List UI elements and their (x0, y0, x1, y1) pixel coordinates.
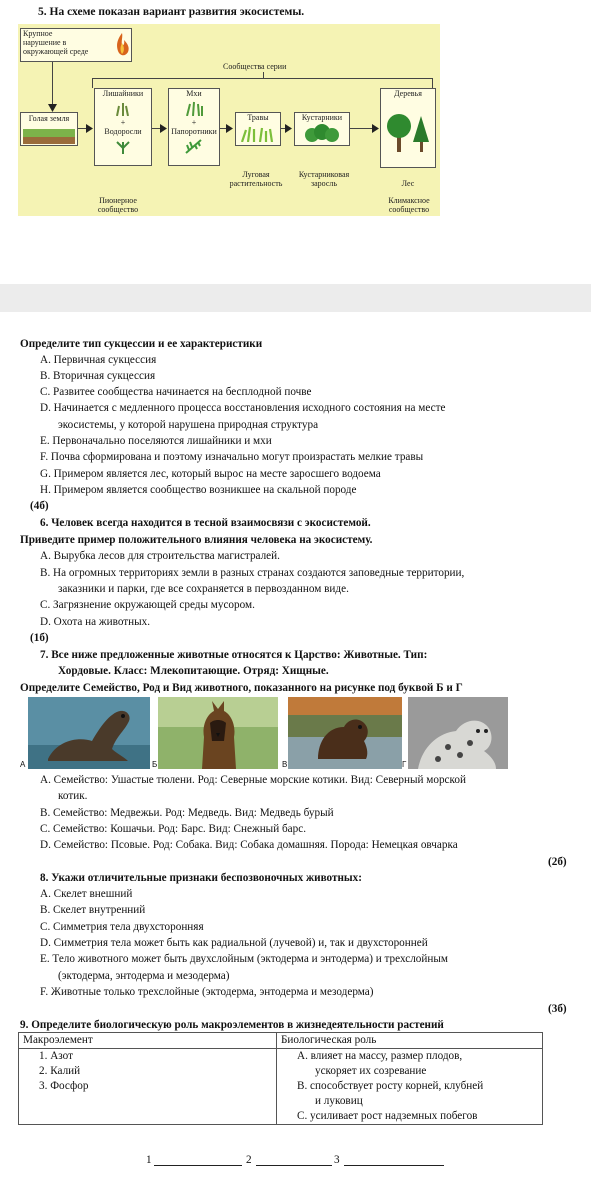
climax-caption (378, 196, 440, 214)
succession-option-c: C. Развитее сообщества начинается на бесплодной почве (40, 386, 312, 398)
succession-option-d-cont: экосистемы, у которой нарушена природная структура (58, 419, 319, 431)
succession-option-d: D. Начинается с медленного процесса восстановления исходного состояния на месте (40, 402, 446, 414)
bare-land-box (20, 112, 78, 146)
snow-leopard-image (408, 697, 508, 769)
photo-label-a: А (20, 760, 26, 769)
series-bracket-left (92, 78, 93, 88)
q6-option-a: A. Вырубка лесов для строительства магистралей. (40, 550, 280, 562)
q9-elements-cell (19, 1049, 277, 1125)
q6-score: (1б) (30, 632, 49, 644)
answer-blanks (146, 1152, 446, 1168)
meadow-line2: растительность (229, 179, 283, 188)
disturbance-box (20, 28, 132, 62)
disturbance-line2: нарушение в (23, 38, 67, 47)
plus-1: + (120, 118, 126, 127)
q9-table (18, 1032, 543, 1125)
succession-option-f: F. Почва сформирована и поэтому изначально могут произрастать мелкие травы (40, 451, 424, 463)
moss-icon (184, 100, 204, 116)
q9-role-c: C. усиливает рост надземных побегов (297, 1110, 478, 1122)
shrubs-label: Кустарники (301, 113, 343, 122)
q9-role-b: B. способствует росту корней, клубней (297, 1080, 484, 1092)
german-shepherd-image (158, 697, 278, 769)
q6-option-c: C. Загрязнение окружающей среды мусором. (40, 599, 255, 611)
q6-title: 6. Человек всегда находится в тесной взаимосвязи с экосистемой. (40, 517, 371, 529)
bare-land-label: Голая земля (28, 114, 70, 123)
disturbance-line3: окружающей среде (23, 47, 89, 56)
top-sheet (0, 0, 591, 284)
trees-box (380, 88, 436, 168)
q7-score: (2б) (548, 856, 567, 868)
answer-number-1: 1 (146, 1154, 152, 1166)
shrubs-box (294, 112, 350, 146)
q9-col-macroelement: Макроэлемент (19, 1033, 277, 1049)
tree-icon (383, 102, 433, 154)
answer-field-1[interactable] (154, 1165, 242, 1166)
arrow-right-icon (372, 124, 379, 133)
series-bracket (92, 78, 432, 79)
photo-snow-leopard (408, 697, 508, 769)
q7-option-a: A. Семейство: Ушастые тюлени. Род: Северные морские котики. Вид: Северный морской (40, 774, 466, 786)
succession-option-b: B. Вторичная сукцессия (40, 370, 156, 382)
answer-field-3[interactable] (344, 1165, 444, 1166)
succession-option-h: H. Примером является сообщество возникшее на скальной породе (40, 484, 357, 496)
q8-option-a: A. Скелет внешний (40, 888, 133, 900)
q8-option-d: D. Симметрия тела может быть как радиальной (лучевой) и, так и двухсторонней (40, 937, 428, 949)
arrow-right-icon (226, 124, 233, 133)
pioneer-line1: Пионерное (99, 196, 137, 205)
series-bracket-right (432, 78, 433, 88)
q7-option-d: D. Семейство: Псовые. Род: Собака. Вид: Собака домашняя. Порода: Немецкая овчарка (40, 839, 458, 851)
arrow-down-icon (48, 104, 57, 112)
q9-title: 9. Определите биологическую роль макроэлементов в жизнедеятельности растений (20, 1019, 444, 1031)
thicket-caption (290, 170, 358, 188)
photo-label-g: Г (402, 760, 407, 769)
answer-field-2[interactable] (256, 1165, 332, 1166)
grass-icon (240, 124, 276, 142)
photo-sea-lion (28, 697, 150, 769)
q7-title-line2: Хордовые. Класс: Млекопитающие. Отряд: Хищные. (58, 665, 329, 677)
q7-option-a-cont: котик. (58, 790, 88, 802)
q8-option-b: B. Скелет внутренний (40, 904, 146, 916)
succession-option-g: G. Примером является лес, который вырос на месте заросшего водоема (40, 468, 381, 480)
q6-option-b: B. На огромных территориях земли в разных странах создаются заповедные территории, (40, 567, 465, 579)
algae-icon (113, 138, 133, 154)
q6-option-b-cont: заказники и парки, где все сохраняется в первозданном виде. (58, 583, 349, 595)
q8-option-c: C. Симметрия тела двухсторонняя (40, 921, 204, 933)
q9-roles-cell (277, 1049, 543, 1125)
q5-title: 5. На схеме показан вариант развития экосистемы. (38, 6, 305, 18)
q8-option-e-cont: (эктодерма, энтодерма и мезодерма) (58, 970, 230, 982)
meadow-caption (216, 170, 296, 188)
sea-lion-image (28, 697, 150, 769)
mosses-label: Мхи (186, 89, 202, 98)
series-label: Сообщества серии (223, 62, 287, 71)
succession-question: Определите тип сукцессии и ее характеристики (20, 338, 263, 350)
mosses-ferns-box (168, 88, 220, 166)
q7-option-b: B. Семейство: Медвежьи. Род: Медведь. Вид: Медведь бурый (40, 807, 334, 819)
photo-brown-bear (288, 697, 402, 769)
q9-element-1: 1. Азот (39, 1050, 73, 1062)
ecosystem-diagram (18, 24, 440, 216)
q6-option-d: D. Охота на животных. (40, 616, 151, 628)
photo-german-shepherd (158, 697, 278, 769)
arrow-right-icon (285, 124, 292, 133)
disturbance-arrow-line (52, 62, 53, 108)
succession-option-e: E. Первоначально поселяются лишайники и мхи (40, 435, 272, 447)
photo-label-v: В (282, 760, 288, 769)
q8-option-f: F. Животные только трехслойные (эктодерма, энтодерма и мезодерма) (40, 986, 374, 998)
arrow-right-icon (86, 124, 93, 133)
forest-caption: Лес (401, 179, 415, 188)
q9-col-role: Биологическая роль (277, 1033, 543, 1049)
q9-role-b-cont: и луковиц (315, 1095, 363, 1107)
algae-label: Водоросли (104, 127, 142, 136)
plus-2: + (191, 118, 197, 127)
succession-score: (4б) (30, 500, 49, 512)
page-gap (0, 284, 591, 312)
q7-title-line1: 7. Все ниже предложенные животные относятся к Царство: Животные. Тип: (40, 649, 428, 661)
climax-line2: сообщество (388, 205, 430, 214)
q8-title: 8. Укажи отличительные признаки беспозвоночных животных: (40, 872, 362, 884)
q8-score: (3б) (548, 1003, 567, 1015)
lichens-algae-box (94, 88, 152, 166)
pioneer-caption (88, 196, 148, 214)
photo-label-b: Б (152, 760, 158, 769)
q7-option-c: C. Семейство: Кошачьи. Род: Барс. Вид: Снежный барс. (40, 823, 306, 835)
arrow-5-line (350, 128, 374, 129)
trees-label: Деревья (394, 89, 422, 98)
q7-subtitle: Определите Семейство, Род и Вид животного, показанного на рисунке под буквой Б и Г (20, 682, 463, 694)
lichen-icon (113, 100, 133, 116)
grass-strip-icon (23, 129, 75, 137)
grasses-box (235, 112, 281, 146)
answer-number-2: 2 (246, 1154, 252, 1166)
ferns-label: Папоротники (171, 127, 217, 136)
answer-number-3: 3 (334, 1154, 340, 1166)
disturbance-line1: Крупное (23, 29, 53, 38)
succession-option-a: A. Первичная сукцессия (40, 354, 157, 366)
thicket-line2: заросль (310, 179, 338, 188)
fire-icon (113, 31, 131, 59)
fern-icon (183, 138, 205, 154)
pioneer-line2: сообщество (97, 205, 139, 214)
lichens-label: Лишайники (102, 89, 144, 98)
brown-bear-image (288, 697, 402, 769)
thicket-line1: Кустарниковая (298, 170, 350, 179)
shrub-icon (302, 123, 342, 143)
soil-strip-icon (23, 137, 75, 144)
grasses-label: Травы (247, 113, 269, 122)
q8-option-e: E. Тело животного может быть двухслойным (эктодерма и энтодерма) и трехслойным (40, 953, 448, 965)
q9-role-a: A. влияет на массу, размер плодов, (297, 1050, 463, 1062)
climax-line1: Климаксное (388, 196, 430, 205)
q9-element-2: 2. Калий (39, 1065, 81, 1077)
meadow-line1: Луговая (242, 170, 270, 179)
q6-subtitle: Приведите пример положительного влияния человека на экосистему. (20, 534, 373, 546)
q9-role-a-cont: ускоряет их созревание (315, 1065, 427, 1077)
q9-element-3: 3. Фосфор (39, 1080, 89, 1092)
arrow-right-icon (160, 124, 167, 133)
